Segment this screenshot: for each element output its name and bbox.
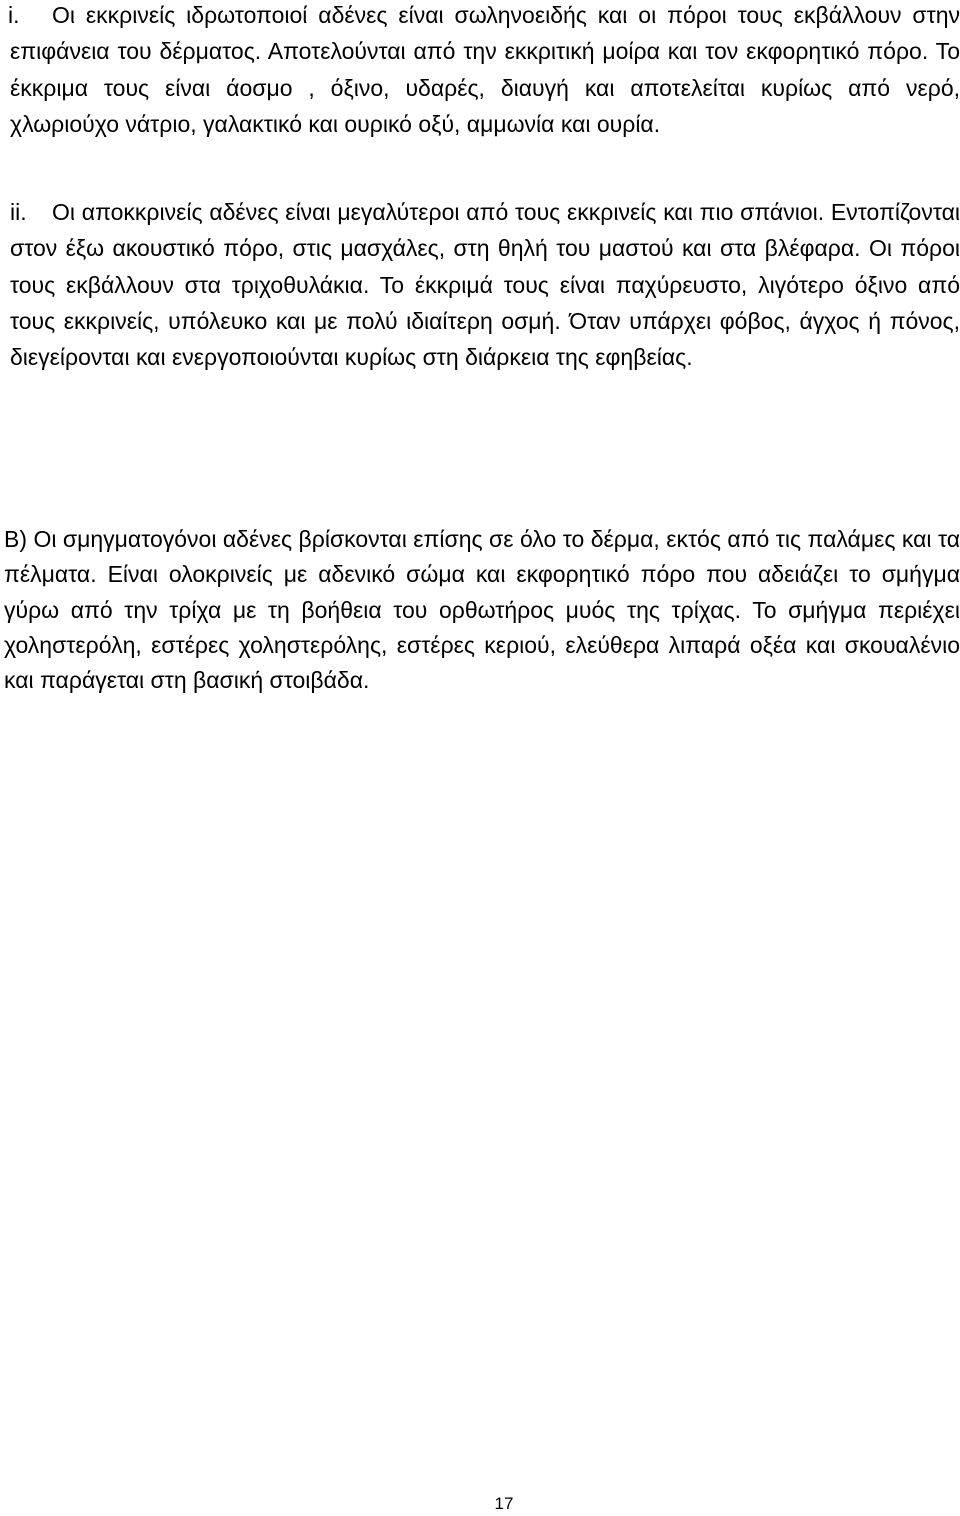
- list-item-ii-text: Οι αποκκρινείς αδένες είναι μεγαλύτεροι από τους εκκρινείς και πιο σπάνιοι. Εντοπίζονται στον έξω ακουστικό πόρο, στις μασχάλες, στη θηλή του μαστού και στα βλέφαρα. Οι πόροι τους εκβάλλουν στα τριχοθυλάκια. Το έκκριμά τους είναι παχύρευστο, λιγότερο όξινο από τους εκκρινείς, υπόλευκο και με πολύ ιδιαίτερη οσμή. Όταν υπάρχει φόβος, άγχος ή πόνος, διεγείρονται και ενεργοποιούνται κυρίως στη διάρκεια της εφηβείας.: [10, 199, 960, 371]
- list-marker-i: i.: [8, 2, 20, 28]
- list-item-ii: [10, 194, 960, 375]
- list-marker-ii: ii.: [10, 199, 27, 225]
- list-item-i-text: Οι εκκρινείς ιδρωτοποιοί αδένες είναι σωληνοειδής και οι πόροι τους εκβάλλουν στην επιφάνεια του δέρματος. Αποτελούνται από την εκκριτική μοίρα και τον εκφορητικό πόρο. Το έκκριμα τους είναι άοσμο , όξινο, υδαρές, διαυγή και αποτελείται κυρίως από νερό, χλωριούχο νάτριο, γαλακτικό και ουρικό οξύ, αμμωνία και ουρία.: [10, 2, 960, 137]
- list-item-i: [10, 0, 960, 142]
- page-number: 17: [494, 1494, 514, 1513]
- paragraph-b: Β) Οι σμηγματογόνοι αδένες βρίσκονται επίσης σε όλο το δέρμα, εκτός από τις παλάμες και τα πέλματα. Είναι ολοκρινείς με αδενικό σώμα και εκφορητικό πόρο που αδειάζει το σμήγμα γύρω από την τρίχα με τη βοήθεια του ορθωτήρος μυός της τρίχας. Το σμήγμα περιέχει χοληστερόλη, εστέρες χοληστερόλης, εστέρες κεριού, ελεύθερα λιπαρά οξέα και σκουαλένιο και παράγεται στη βασική στοιβάδα.: [4, 526, 960, 694]
